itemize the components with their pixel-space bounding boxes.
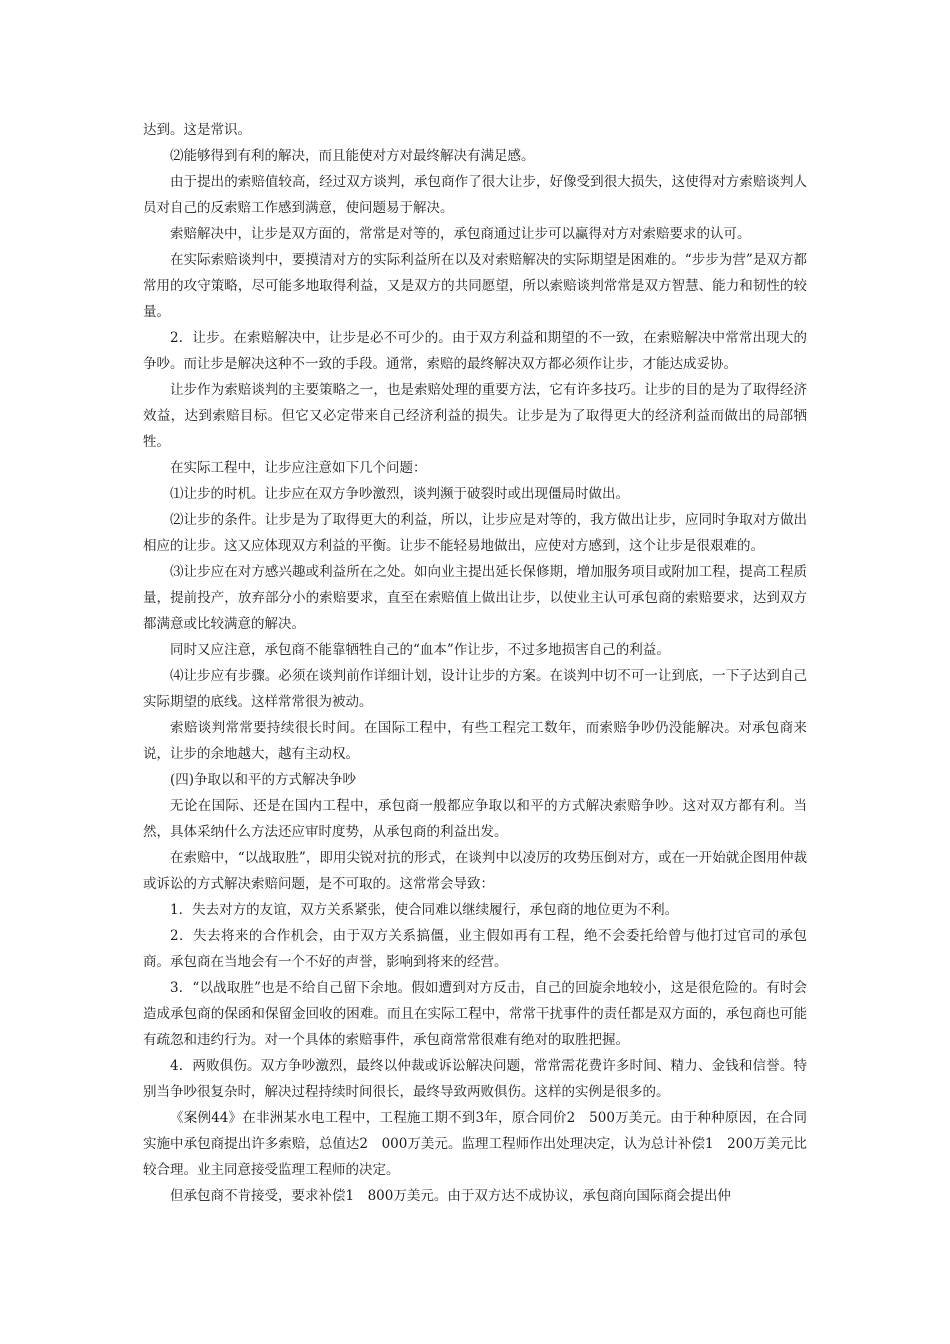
paragraph: ⑷让步应有步骤。必须在谈判前作详细计划，设计让步的方案。在谈判中切不可一让到底，一下子达到自己实际期望的底线。这样常常很为被动。 xyxy=(143,668,807,710)
paragraph: 索赔解决中，让步是双方面的，常常是对等的，承包商通过让步可以赢得对方对索赔要求的认可。 xyxy=(170,226,751,242)
paragraph: 1．失去对方的友谊，双方关系紧张，使合同难以继续履行，承包商的地位更为不利。 xyxy=(170,902,679,918)
paragraph: 但承包商不肯接受，要求补偿1 800万美元。由于双方达不成协议，承包商向国际商会提出仲 xyxy=(170,1188,731,1204)
paragraph: ⑵让步的条件。让步是为了取得更大的利益，所以，让步应是对等的，我方做出让步，应同时争取对方做出相应的让步。这又应体现双方利益的平衡。让步不能轻易地做出，应使对方感到，这个让步是很艰难的。 xyxy=(143,512,807,554)
paragraph: 达到。这是常识。 xyxy=(143,122,251,138)
paragraph: 在实际工程中，让步应注意如下几个问题： xyxy=(170,460,427,476)
section-heading: (四)争取以和平的方式解决争吵 xyxy=(170,772,357,788)
paragraph: 无论在国际、还是在国内工程中，承包商一般都应争取以和平的方式解决索赔争吵。这对双方都有利。当然，具体采纳什么方法还应审时度势，从承包商的利益出发。 xyxy=(143,798,807,840)
paragraph: ⑵能够得到有利的解决，而且能使对方对最终解决有满足感。 xyxy=(170,148,535,164)
paragraph: 2．失去将来的合作机会，由于双方关系搞僵，业主假如再有工程，绝不会委托给曾与他打过官司的承包商。承包商在当地会有一个不好的声誉，影响到将来的经营。 xyxy=(143,928,807,970)
paragraph: 在索赔中，“以战取胜”，即用尖锐对抗的形式，在谈判中以凌厉的攻势压倒对方，或在一开始就企图用仲裁或诉讼的方式解决索赔问题，是不可取的。这常常会导致： xyxy=(143,850,807,892)
paragraph: 4．两败俱伤。双方争吵激烈，最终以仲裁或诉讼解决问题，常常需花费许多时间、精力、金钱和信誉。特别当争吵很复杂时，解决过程持续时间很长，最终导致两败俱伤。这样的实例是很多的。 xyxy=(143,1058,807,1100)
paragraph: 同时又应注意，承包商不能靠牺牲自己的“血本”作让步，不过多地损害自己的利益。 xyxy=(170,642,670,658)
paragraph: 在实际索赔谈判中，要摸清对方的实际利益所在以及对索赔解决的实际期望是困难的。“步步为营”是双方都常用的攻守策略，尽可能多地取得利益，又是双方的共同愿望，所以索赔谈判常常是双方智慧、能力和韧性的较量。 xyxy=(143,252,807,320)
paragraph: 由于提出的索赔值较高，经过双方谈判，承包商作了很大让步，好像受到很大损失，这使得对方索赔谈判人员对自己的反索赔工作感到满意，使问题易于解决。 xyxy=(143,174,807,216)
paragraph: 索赔谈判常常要持续很长时间。在国际工程中，有些工程完工数年，而索赔争吵仍没能解决。对承包商来说，让步的余地越大，越有主动权。 xyxy=(143,720,807,762)
paragraph: 3．“以战取胜”也是不给自己留下余地。假如遭到对方反击，自己的回旋余地较小，这是很危险的。有时会造成承包商的保函和保留金回收的困难。而且在实际工程中，常常干扰事件的责任都是双方面的，承包商也可能有疏忽和违约行为。对一个具体的索赔事件，承包商常常很难有绝对的取胜把握。 xyxy=(143,980,807,1048)
paragraph: ⑶让步应在对方感兴趣或利益所在之处。如向业主提出延长保修期，增加服务项目或附加工程，提高工程质量，提前投产，放弃部分小的索赔要求，直至在索赔值上做出让步，以使业主认可承包商的索赔要求，达到双方都满意或比较满意的解决。 xyxy=(143,564,807,632)
body-text xyxy=(143,117,807,1209)
paragraph: 《案例44》在非洲某水电工程中，工程施工期不到3年，原合同价2 500万美元。由于种种原因，在合同实施中承包商提出许多索赔，总值达2 000万美元。监理工程师作出处理决定，认为总计补偿1 200万美元比较合理。业主同意接受监理工程师的决定。 xyxy=(143,1110,807,1178)
paragraph: ⑴让步的时机。让步应在双方争吵激烈，谈判濒于破裂时或出现僵局时做出。 xyxy=(170,486,629,502)
paragraph: 让步作为索赔谈判的主要策略之一，也是索赔处理的重要方法，它有许多技巧。让步的目的是为了取得经济效益，达到索赔目标。但它又必定带来自己经济利益的损失。让步是为了取得更大的经济利益而做出的局部牺牲。 xyxy=(143,382,807,450)
paragraph: 2．让步。在索赔解决中，让步是必不可少的。由于双方利益和期望的不一致，在索赔解决中常常出现大的争吵。而让步是解决这种不一致的手段。通常，索赔的最终解决双方都必须作让步，才能达成妥协。 xyxy=(143,330,807,372)
